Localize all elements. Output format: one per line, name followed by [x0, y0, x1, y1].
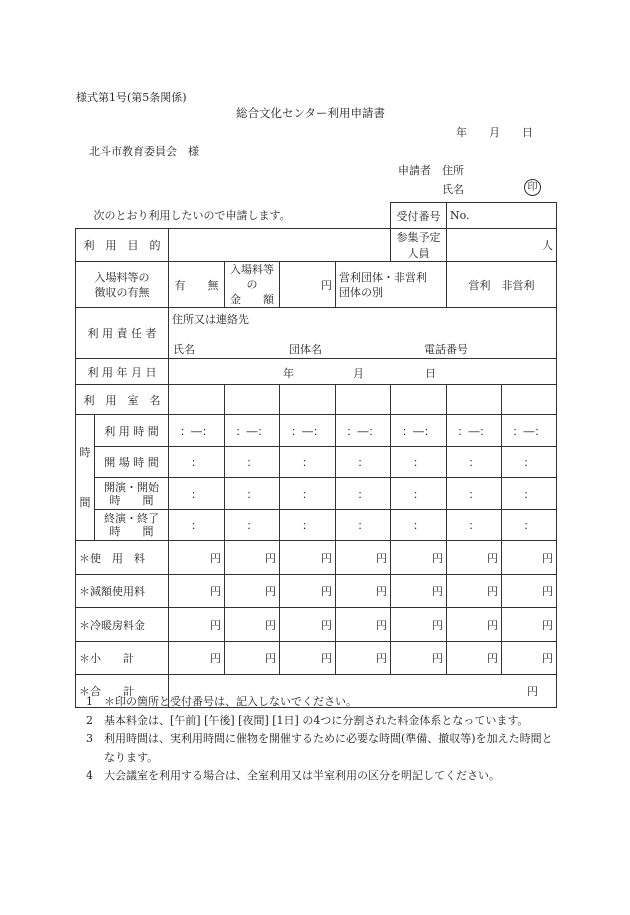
- receipt-number-field[interactable]: No.: [447, 203, 557, 229]
- subtotal-field: 円: [447, 642, 502, 675]
- time-group-label: 時 間: [76, 415, 95, 541]
- open-time-field[interactable]: ：: [225, 447, 280, 478]
- fee-field: 円: [447, 541, 502, 575]
- room-field[interactable]: [391, 385, 447, 415]
- hvac-field: 円: [447, 608, 502, 642]
- end-time-field[interactable]: ：: [391, 510, 447, 541]
- subtotal-label: ＊小 計: [76, 642, 169, 675]
- discount-field: 円: [336, 575, 391, 608]
- form-number: 様式第1号(第5条関係): [76, 91, 187, 104]
- room-field[interactable]: [447, 385, 502, 415]
- start-time-label: 開演・開始 時 間: [95, 478, 169, 510]
- discount-field: 円: [225, 575, 280, 608]
- room-label: 利 用 室 名: [76, 385, 169, 415]
- discount-field: 円: [502, 575, 557, 608]
- total-field: 円: [169, 675, 557, 708]
- discount-label: ＊減額使用料: [76, 575, 169, 608]
- start-time-field[interactable]: ：: [280, 478, 336, 510]
- responsible-field[interactable]: [169, 308, 557, 359]
- applicant-address-label: 申請者 住所: [398, 164, 464, 177]
- notes-list: [86, 693, 556, 786]
- admission-value[interactable]: 有 無: [169, 262, 225, 308]
- date-line: 年 月 日: [456, 126, 533, 139]
- group-name-label: 団体名: [289, 343, 322, 356]
- open-time-field[interactable]: ：: [280, 447, 336, 478]
- end-time-field[interactable]: ：: [336, 510, 391, 541]
- end-time-field[interactable]: ：: [169, 510, 225, 541]
- page-title: 総合文化センター利用申請書: [236, 106, 386, 120]
- open-time-label: 開 場 時 間: [95, 447, 169, 478]
- discount-row: [76, 575, 557, 608]
- note-item: 2 基本料金は、[午前] [午後] [夜間] [1日] の4つに分割された料金体系となっています。: [86, 713, 529, 727]
- room-field[interactable]: [336, 385, 391, 415]
- seal-mark: 印: [524, 179, 541, 196]
- responsible-row: [76, 308, 557, 359]
- responsible-name-label: 氏名: [173, 343, 195, 356]
- attendees-label: 参集予定人員: [391, 229, 447, 262]
- date-field[interactable]: 年 月 日: [169, 359, 557, 385]
- date-label: 利 用 年 月 日: [76, 359, 169, 385]
- open-time-field[interactable]: ：: [169, 447, 225, 478]
- fee-field: 円: [225, 541, 280, 575]
- start-time-field[interactable]: ：: [502, 478, 557, 510]
- room-field[interactable]: [280, 385, 336, 415]
- hvac-field: 円: [502, 608, 557, 642]
- profit-type-value[interactable]: 営利 非営利: [447, 262, 557, 308]
- usage-time-field[interactable]: ：―：: [336, 415, 391, 447]
- fee-field: 円: [336, 541, 391, 575]
- application-table: [75, 202, 557, 708]
- intro-text: 次のとおり利用したいので申請します。: [93, 209, 291, 223]
- usage-time-field[interactable]: ：―：: [391, 415, 447, 447]
- admission-amount-field[interactable]: 円: [280, 262, 336, 308]
- discount-field: 円: [391, 575, 447, 608]
- admission-amount-label: 入場料等の 金 額: [225, 262, 280, 308]
- receipt-label: 受付番号: [391, 203, 447, 229]
- open-time-field[interactable]: ：: [502, 447, 557, 478]
- discount-field: 円: [169, 575, 225, 608]
- discount-field: 円: [447, 575, 502, 608]
- fee-field: 円: [169, 541, 225, 575]
- fee-field: 円: [502, 541, 557, 575]
- addressee: 北斗市教育委員会 様: [89, 145, 199, 158]
- purpose-row: [76, 229, 557, 262]
- usage-time-field[interactable]: ：―：: [280, 415, 336, 447]
- room-field[interactable]: [502, 385, 557, 415]
- fee-label: ＊使 用 料: [76, 541, 169, 575]
- subtotal-row: [76, 642, 557, 675]
- end-time-field[interactable]: ：: [280, 510, 336, 541]
- start-time-row: [76, 478, 557, 510]
- fee-field: 円: [280, 541, 336, 575]
- start-time-field[interactable]: ：: [336, 478, 391, 510]
- hvac-field: 円: [336, 608, 391, 642]
- start-time-field[interactable]: ：: [169, 478, 225, 510]
- admission-label: 入場料等の 徴収の有無: [76, 262, 169, 308]
- room-field[interactable]: [225, 385, 280, 415]
- end-time-field[interactable]: ：: [502, 510, 557, 541]
- profit-type-label: 営利団体・非営利 団体の別: [336, 262, 447, 308]
- fee-field: 円: [391, 541, 447, 575]
- total-label: ＊合 計: [76, 675, 169, 708]
- subtotal-field: 円: [502, 642, 557, 675]
- purpose-label: 利 用 目 的: [76, 229, 169, 262]
- subtotal-field: 円: [280, 642, 336, 675]
- room-field[interactable]: [169, 385, 225, 415]
- end-time-row: [76, 510, 557, 541]
- subtotal-field: 円: [336, 642, 391, 675]
- hvac-label: ＊冷暖房料金: [76, 608, 169, 642]
- usage-time-label: 利 用 時 間: [95, 415, 169, 447]
- subtotal-field: 円: [391, 642, 447, 675]
- room-row: [76, 385, 557, 415]
- open-time-field[interactable]: ：: [391, 447, 447, 478]
- address-contact-label: 住所又は連絡先: [172, 313, 249, 326]
- usage-time-field[interactable]: ：―：: [169, 415, 225, 447]
- end-time-label: 終演・終了 時 間: [95, 510, 169, 541]
- usage-time-row: [76, 415, 557, 447]
- open-time-field[interactable]: ：: [447, 447, 502, 478]
- fee-row: [76, 541, 557, 575]
- usage-time-field[interactable]: ：―：: [447, 415, 502, 447]
- subtotal-field: 円: [225, 642, 280, 675]
- note-item: 1 ＊印の箇所と受付番号は、記入しないでください。: [86, 695, 357, 708]
- hvac-field: 円: [280, 608, 336, 642]
- open-time-row: [76, 447, 557, 478]
- hvac-field: 円: [169, 608, 225, 642]
- end-time-field[interactable]: ：: [225, 510, 280, 541]
- date-row: [76, 359, 557, 385]
- admission-row: [76, 262, 557, 308]
- hvac-row: [76, 608, 557, 642]
- start-time-field[interactable]: ：: [391, 478, 447, 510]
- hvac-field: 円: [391, 608, 447, 642]
- hvac-field: 円: [225, 608, 280, 642]
- usage-time-field[interactable]: ：―：: [502, 415, 557, 447]
- end-time-field[interactable]: ：: [447, 510, 502, 541]
- note-item: 3 利用時間は、実利用時間に催物を開催するために必要な時間(準備、撤収等)を加えた時間となります。: [86, 732, 553, 764]
- start-time-field[interactable]: ：: [447, 478, 502, 510]
- attendees-field[interactable]: 人: [447, 229, 557, 262]
- usage-time-field[interactable]: ：―：: [225, 415, 280, 447]
- open-time-field[interactable]: ：: [336, 447, 391, 478]
- note-item: 4 大会議室を利用する場合は、全室利用又は半室利用の区分を明記してください。: [86, 769, 500, 782]
- start-time-field[interactable]: ：: [225, 478, 280, 510]
- applicant-name-label: 氏名: [442, 183, 464, 196]
- discount-field: 円: [280, 575, 336, 608]
- phone-label: 電話番号: [424, 343, 468, 356]
- purpose-field[interactable]: [169, 229, 391, 262]
- subtotal-field: 円: [169, 642, 225, 675]
- intro-row: [76, 203, 557, 229]
- responsible-label: 利 用 責 任 者: [76, 308, 169, 359]
